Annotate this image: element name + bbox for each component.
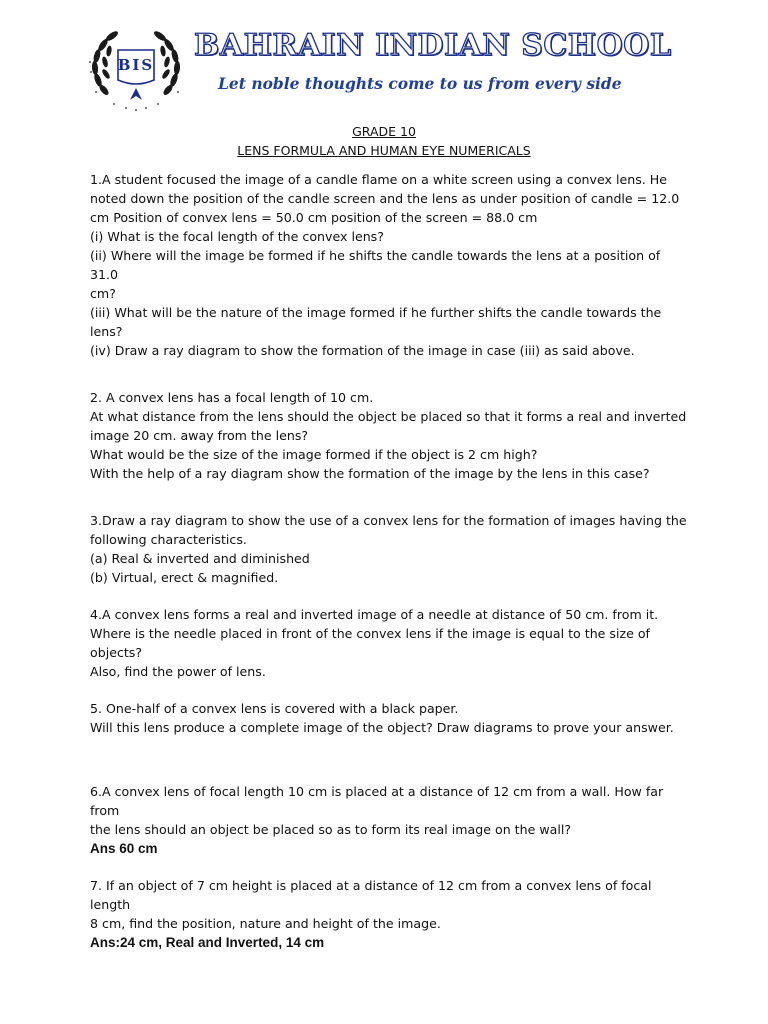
question-line: (a) Real & inverted and diminished xyxy=(90,551,310,566)
question-4 xyxy=(90,605,690,681)
spacer xyxy=(90,765,690,782)
school-header xyxy=(84,22,694,118)
question-6 xyxy=(90,782,690,858)
answer: Ans:24 cm, Real and Inverted, 14 cm xyxy=(90,935,325,950)
question-line: Where is the needle placed in front of the convex lens if the image is equal to the size of xyxy=(90,626,650,641)
logo-text: BIS xyxy=(117,56,155,74)
spacer xyxy=(90,681,690,699)
answer: Ans 60 cm xyxy=(90,841,158,856)
spacer xyxy=(90,483,690,511)
question-line: 4.A convex lens forms a real and inverted image of a needle at distance of 50 cm. from it. xyxy=(90,607,659,622)
spacer xyxy=(90,587,690,605)
question-line: (ii) Where will the image be formed if he shifts the candle towards the lens at a position of 31.0 xyxy=(90,248,661,282)
question-line: (i) What is the focal length of the convex lens? xyxy=(90,229,384,244)
question-line: cm? xyxy=(90,286,116,301)
worksheet-titles xyxy=(0,122,768,160)
question-line: (b) Virtual, erect & magnified. xyxy=(90,570,279,585)
question-line: Will this lens produce a complete image of the object? Draw diagrams to prove your answer. xyxy=(90,720,674,735)
question-line: At what distance from the lens should the object be placed so that it forms a real and inverted xyxy=(90,409,687,424)
question-line: Also, find the power of lens. xyxy=(90,664,266,679)
question-line: lens? xyxy=(90,324,123,339)
school-name: BAHRAIN INDIAN SCHOOL xyxy=(194,28,672,63)
question-line: cm Position of convex lens = 50.0 cm position of the screen = 88.0 cm xyxy=(90,210,538,225)
question-7 xyxy=(90,876,690,952)
question-line: What would be the size of the image formed if the object is 2 cm high? xyxy=(90,447,538,462)
school-logo xyxy=(84,22,188,114)
question-5 xyxy=(90,699,690,737)
question-line: (iii) What will be the nature of the image formed if he further shifts the candle towards the xyxy=(90,305,662,320)
question-line: With the help of a ray diagram show the formation of the image by the lens in this case? xyxy=(90,466,650,481)
laurel-wreath-icon xyxy=(84,22,188,114)
questions-list xyxy=(90,170,690,952)
school-motto: Let noble thoughts come to us from every side xyxy=(218,74,622,93)
spacer xyxy=(90,360,690,388)
question-line: noted down the position of the candle screen and the lens as under position of candle = 12.0 xyxy=(90,191,680,206)
question-line: 5. One-half of a convex lens is covered with a black paper. xyxy=(90,701,459,716)
question-line: 2. A convex lens has a focal length of 10 cm. xyxy=(90,390,374,405)
question-1 xyxy=(90,170,690,360)
question-line: the lens should an object be placed so as to form its real image on the wall? xyxy=(90,822,572,837)
question-2 xyxy=(90,388,690,483)
spacer xyxy=(90,737,690,765)
question-3 xyxy=(90,511,690,587)
question-line: (iv) Draw a ray diagram to show the formation of the image in case (iii) as said above. xyxy=(90,343,635,358)
question-line: 7. If an object of 7 cm height is placed at a distance of 12 cm from a convex lens of focal length xyxy=(90,878,652,912)
question-line: following characteristics. xyxy=(90,532,247,547)
question-line: 1.A student focused the image of a candle flame on a white screen using a convex lens. He xyxy=(90,172,667,187)
question-line: image 20 cm. away from the lens? xyxy=(90,428,309,443)
topic-title: LENS FORMULA AND HUMAN EYE NUMERICALS xyxy=(237,143,531,158)
question-line: 3.Draw a ray diagram to show the use of a convex lens for the formation of images having the xyxy=(90,513,687,528)
grade-title: GRADE 10 xyxy=(352,124,416,139)
question-line: objects? xyxy=(90,645,143,660)
question-line: 8 cm, find the position, nature and height of the image. xyxy=(90,916,441,931)
spacer xyxy=(90,858,690,876)
question-line: 6.A convex lens of focal length 10 cm is placed at a distance of 12 cm from a wall. How far from xyxy=(90,784,664,818)
